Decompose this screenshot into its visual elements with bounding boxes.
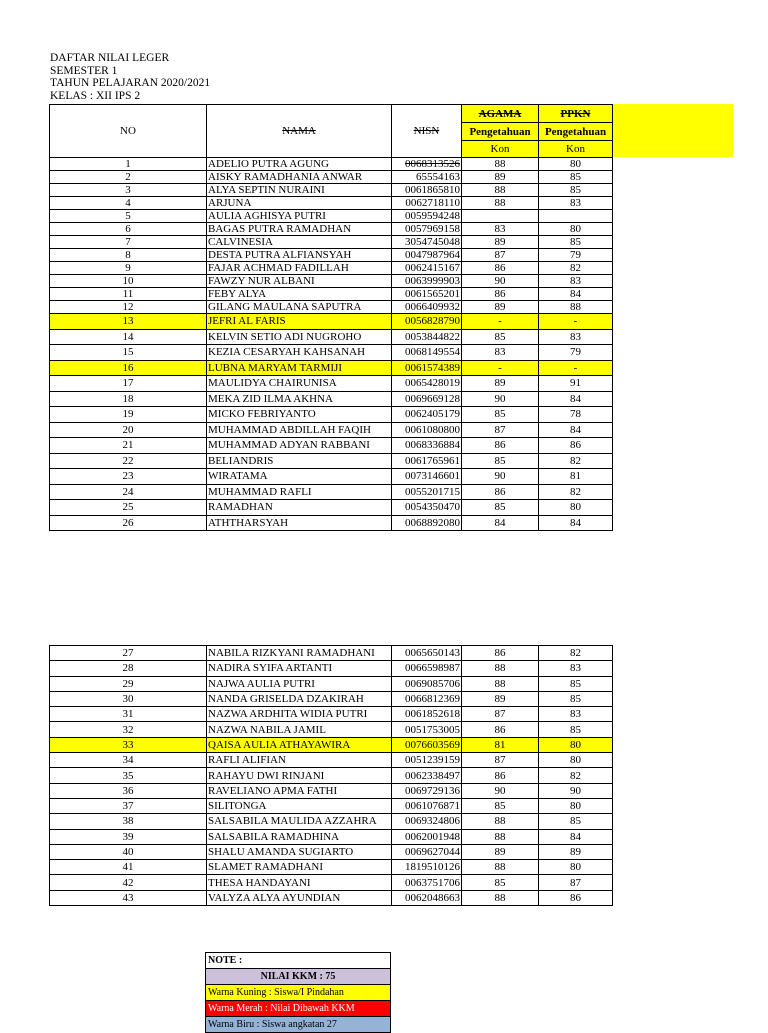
row-name-cell: AISKY RAMADHANIA ANWAR [207, 171, 392, 184]
row-nisn-cell: 0069669128 [392, 391, 462, 407]
table-row [50, 768, 613, 783]
row-no-cell: 43 [50, 890, 207, 905]
row-no-cell: 28 [50, 661, 207, 676]
row-agama-cell: 86 [462, 288, 539, 301]
row-nisn-cell: 0061852618 [392, 707, 462, 722]
row-nisn-cell: 0068892080 [392, 515, 462, 531]
row-nisn-cell: 0057969158 [392, 223, 462, 236]
row-ppkn-cell: 82 [539, 262, 613, 275]
row-nisn-cell: 0068149554 [392, 345, 462, 361]
row-name-cell: ATHTHARSYAH [207, 515, 392, 531]
row-no-cell: 29 [50, 676, 207, 691]
row-nisn-cell: 0061565201 [392, 288, 462, 301]
table-row [50, 646, 613, 661]
row-agama-cell: 86 [462, 768, 539, 783]
row-no-cell: 38 [50, 814, 207, 829]
row-ppkn-cell: 78 [539, 407, 613, 423]
row-agama-cell: 89 [462, 171, 539, 184]
table-row [50, 376, 613, 392]
table-row [50, 197, 613, 210]
row-no-cell: 36 [50, 783, 207, 798]
agama-subheader-kon: Kon [462, 141, 539, 158]
row-agama-cell: 87 [462, 753, 539, 768]
table-row [50, 798, 613, 813]
row-ppkn-cell: 79 [539, 249, 613, 262]
col-header-nama: NAMA [207, 105, 392, 158]
row-ppkn-cell: 84 [539, 288, 613, 301]
row-name-cell: FAJAR ACHMAD FADILLAH [207, 262, 392, 275]
row-name-cell: THESA HANDAYANI [207, 875, 392, 890]
row-nisn-cell: 0054350470 [392, 500, 462, 516]
row-ppkn-cell: 84 [539, 391, 613, 407]
row-name-cell: FEBY ALYA [207, 288, 392, 301]
row-agama-cell: 88 [462, 197, 539, 210]
row-agama-cell: 90 [462, 469, 539, 485]
row-nisn-cell: 0065428019 [392, 376, 462, 392]
row-nisn-cell: 65554163 [392, 171, 462, 184]
row-ppkn-cell: 82 [539, 453, 613, 469]
row-nisn-cell: 0062338497 [392, 768, 462, 783]
row-name-cell: KEZIA CESARYAH KAHSANAH [207, 345, 392, 361]
table-row [50, 275, 613, 288]
row-agama-cell: 89 [462, 691, 539, 706]
row-agama-cell: 87 [462, 707, 539, 722]
row-name-cell: QAISA AULIA ATHAYAWIRA [207, 737, 392, 752]
row-no-cell: 7 [50, 236, 207, 249]
row-ppkn-cell: - [539, 314, 613, 330]
row-nisn-cell: 0047987964 [392, 249, 462, 262]
row-ppkn-cell: 90 [539, 783, 613, 798]
row-agama-cell: 90 [462, 275, 539, 288]
row-agama-cell: 87 [462, 249, 539, 262]
row-no-cell: 20 [50, 422, 207, 438]
row-ppkn-cell: 80 [539, 158, 613, 171]
table-row [50, 783, 613, 798]
row-no-cell: 6 [50, 223, 207, 236]
row-name-cell: LUBNA MARYAM TARMIJI [207, 360, 392, 376]
row-agama-cell: 86 [462, 484, 539, 500]
row-ppkn-cell: 80 [539, 500, 613, 516]
row-agama-cell: 85 [462, 329, 539, 345]
academic-year-label: TAHUN PELAJARAN 2020/2021 [50, 77, 211, 89]
table-row [50, 829, 613, 844]
row-name-cell: MEKA ZID ILMA AKHNA [207, 391, 392, 407]
row-no-cell: 40 [50, 844, 207, 859]
row-nisn-cell: 0069324806 [392, 814, 462, 829]
row-ppkn-cell: 84 [539, 515, 613, 531]
note-legend [205, 952, 391, 1033]
row-nisn-cell: 0076603569 [392, 737, 462, 752]
row-agama-cell: 89 [462, 236, 539, 249]
row-ppkn-cell: 85 [539, 691, 613, 706]
row-nisn-cell: 0069627044 [392, 844, 462, 859]
row-name-cell: SLAMET RAMADHANI [207, 860, 392, 875]
table-row [50, 844, 613, 859]
row-nisn-cell: 0066812369 [392, 691, 462, 706]
row-name-cell: NADIRA SYIFA ARTANTI [207, 661, 392, 676]
row-agama-cell: 83 [462, 223, 539, 236]
row-no-cell: 1 [50, 158, 207, 171]
row-nisn-cell: 0068313526 [392, 158, 462, 171]
row-agama-cell: 88 [462, 661, 539, 676]
grades-table-part1 [49, 104, 613, 531]
row-name-cell: FAWZY NUR ALBANI [207, 275, 392, 288]
row-no-cell: 9 [50, 262, 207, 275]
row-agama-cell: 83 [462, 345, 539, 361]
table-row [50, 890, 613, 905]
row-ppkn-cell: 86 [539, 890, 613, 905]
row-name-cell: RAVELIANO APMA FATHI [207, 783, 392, 798]
row-no-cell: 37 [50, 798, 207, 813]
row-name-cell: NANDA GRISELDA DZAKIRAH [207, 691, 392, 706]
row-no-cell: 24 [50, 484, 207, 500]
table-row [50, 860, 613, 875]
grades-table-part2 [49, 645, 613, 906]
row-no-cell: 42 [50, 875, 207, 890]
row-name-cell: SHALU AMANDA SUGIARTO [207, 844, 392, 859]
table-row [50, 814, 613, 829]
note-red-legend: Warna Merah : Nilai Dibawah KKM [206, 1001, 391, 1017]
row-nisn-cell: 1819510126 [392, 860, 462, 875]
row-ppkn-cell: 83 [539, 707, 613, 722]
row-nisn-cell: 0051239159 [392, 753, 462, 768]
row-agama-cell: 85 [462, 500, 539, 516]
row-name-cell: BELIANDRIS [207, 453, 392, 469]
row-nisn-cell: 0061076871 [392, 798, 462, 813]
row-name-cell: DESTA PUTRA ALFIANSYAH [207, 249, 392, 262]
row-ppkn-cell: 79 [539, 345, 613, 361]
row-agama-cell: 86 [462, 646, 539, 661]
row-agama-cell: 86 [462, 262, 539, 275]
table-row [50, 691, 613, 706]
row-name-cell: MUHAMMAD RAFLI [207, 484, 392, 500]
col-header-nisn: NISN [392, 105, 462, 158]
row-name-cell: SILITONGA [207, 798, 392, 813]
row-agama-cell: 88 [462, 829, 539, 844]
table-row [50, 707, 613, 722]
row-nisn-cell: 0065650143 [392, 646, 462, 661]
row-no-cell: 39 [50, 829, 207, 844]
row-no-cell: 33 [50, 737, 207, 752]
row-no-cell: 5 [50, 210, 207, 223]
table-row [50, 722, 613, 737]
row-no-cell: 34 [50, 753, 207, 768]
row-nisn-cell: 0053844822 [392, 329, 462, 345]
row-name-cell: ALYA SEPTIN NURAINI [207, 184, 392, 197]
row-nisn-cell: 0063751706 [392, 875, 462, 890]
row-no-cell: 25 [50, 500, 207, 516]
row-nisn-cell: 0056828790 [392, 314, 462, 330]
table-row [50, 171, 613, 184]
row-nisn-cell: 0062405179 [392, 407, 462, 423]
ppkn-subheader-kon: Kon [539, 141, 613, 158]
table-row [50, 288, 613, 301]
row-no-cell: 17 [50, 376, 207, 392]
row-name-cell: WIRATAMA [207, 469, 392, 485]
row-nisn-cell: 0059594248 [392, 210, 462, 223]
row-agama-cell: 88 [462, 860, 539, 875]
table-row [50, 391, 613, 407]
row-no-cell: 14 [50, 329, 207, 345]
row-name-cell: CALVINESIA [207, 236, 392, 249]
row-agama-cell: 88 [462, 814, 539, 829]
col-header-no: NO [50, 105, 207, 158]
col-header-agama: AGAMA [462, 105, 539, 123]
row-no-cell: 30 [50, 691, 207, 706]
row-name-cell: JEFRI AL FARIS [207, 314, 392, 330]
row-name-cell: KELVIN SETIO ADI NUGROHO [207, 329, 392, 345]
row-no-cell: 19 [50, 407, 207, 423]
row-no-cell: 3 [50, 184, 207, 197]
row-nisn-cell: 0062048663 [392, 890, 462, 905]
row-nisn-cell: 0062415167 [392, 262, 462, 275]
row-name-cell: AULIA AGHISYA PUTRI [207, 210, 392, 223]
note-blue-legend: Warna Biru : Siswa angkatan 27 [206, 1017, 391, 1033]
row-nisn-cell: 0069085706 [392, 676, 462, 691]
row-agama-cell: 85 [462, 798, 539, 813]
row-name-cell: VALYZA ALYA AYUNDIAN [207, 890, 392, 905]
class-label: KELAS : XII IPS 2 [50, 89, 141, 102]
row-ppkn-cell: 86 [539, 438, 613, 454]
row-agama-cell: - [462, 314, 539, 330]
row-no-cell: 18 [50, 391, 207, 407]
row-agama-cell: 90 [462, 391, 539, 407]
table-row [50, 236, 613, 249]
row-agama-cell: - [462, 360, 539, 376]
row-no-cell: 12 [50, 301, 207, 314]
row-nisn-cell: 0073146601 [392, 469, 462, 485]
row-no-cell: 32 [50, 722, 207, 737]
table-row [50, 360, 613, 376]
row-ppkn-cell: 83 [539, 661, 613, 676]
table-row [50, 314, 613, 330]
row-name-cell: ARJUNA [207, 197, 392, 210]
table-row [50, 453, 613, 469]
row-nisn-cell: 0061765961 [392, 453, 462, 469]
table-row [50, 210, 613, 223]
row-no-cell: 11 [50, 288, 207, 301]
row-agama-cell: 85 [462, 407, 539, 423]
row-ppkn-cell: 83 [539, 329, 613, 345]
row-ppkn-cell: 85 [539, 184, 613, 197]
row-name-cell: NAZWA NABILA JAMIL [207, 722, 392, 737]
row-name-cell: RAHAYU DWI RINJANI [207, 768, 392, 783]
row-ppkn-cell: 85 [539, 236, 613, 249]
row-agama-cell: 86 [462, 438, 539, 454]
table-row [50, 753, 613, 768]
row-ppkn-cell: 83 [539, 197, 613, 210]
table-row [50, 329, 613, 345]
row-agama-cell: 85 [462, 453, 539, 469]
document-header [50, 52, 210, 102]
table-row [50, 249, 613, 262]
row-nisn-cell: 0062718110 [392, 197, 462, 210]
row-ppkn-cell: 87 [539, 875, 613, 890]
row-no-cell: 15 [50, 345, 207, 361]
row-name-cell: MUHAMMAD ADYAN RABBANI [207, 438, 392, 454]
row-ppkn-cell: - [539, 360, 613, 376]
row-no-cell: 31 [50, 707, 207, 722]
note-kkm: NILAI KKM : 75 [206, 969, 391, 985]
row-name-cell: GILANG MAULANA SAPUTRA [207, 301, 392, 314]
row-agama-cell [462, 210, 539, 223]
row-nisn-cell: 3054745048 [392, 236, 462, 249]
row-ppkn-cell: 88 [539, 301, 613, 314]
table-row [50, 407, 613, 423]
row-ppkn-cell: 82 [539, 484, 613, 500]
table-row [50, 500, 613, 516]
row-ppkn-cell: 80 [539, 223, 613, 236]
table-row [50, 422, 613, 438]
row-agama-cell: 90 [462, 783, 539, 798]
row-ppkn-cell: 81 [539, 469, 613, 485]
table-row [50, 345, 613, 361]
row-name-cell: SALSABILA MAULIDA AZZAHRA [207, 814, 392, 829]
ppkn-subheader-pengetahuan: Pengetahuan [539, 123, 613, 141]
row-agama-cell: 88 [462, 184, 539, 197]
row-agama-cell: 89 [462, 376, 539, 392]
row-name-cell: BAGAS PUTRA RAMADHAN [207, 223, 392, 236]
table-row [50, 484, 613, 500]
row-nisn-cell: 0062001948 [392, 829, 462, 844]
note-title: NOTE : [206, 953, 391, 969]
row-agama-cell: 89 [462, 301, 539, 314]
row-ppkn-cell: 80 [539, 737, 613, 752]
row-name-cell: NAJWA AULIA PUTRI [207, 676, 392, 691]
doc-title: DAFTAR NILAI LEGER [50, 52, 170, 64]
note-yellow-legend: Warna Kuning : Siswa/I Pindahan [206, 985, 391, 1001]
row-ppkn-cell: 89 [539, 844, 613, 859]
agama-subheader-pengetahuan: Pengetahuan [462, 123, 539, 141]
row-agama-cell: 88 [462, 890, 539, 905]
row-ppkn-cell: 83 [539, 275, 613, 288]
row-no-cell: 2 [50, 171, 207, 184]
table-row [50, 737, 613, 752]
row-nisn-cell: 0066598987 [392, 661, 462, 676]
row-ppkn-cell: 82 [539, 646, 613, 661]
semester-label: SEMESTER 1 [50, 64, 118, 77]
table-row [50, 676, 613, 691]
col-header-ppkn: PPKN [539, 105, 613, 123]
row-name-cell: RAMADHAN [207, 500, 392, 516]
row-no-cell: 21 [50, 438, 207, 454]
row-agama-cell: 89 [462, 844, 539, 859]
row-no-cell: 4 [50, 197, 207, 210]
row-ppkn-cell [539, 210, 613, 223]
table-row [50, 661, 613, 676]
table-row [50, 875, 613, 890]
row-nisn-cell: 0066409932 [392, 301, 462, 314]
row-no-cell: 35 [50, 768, 207, 783]
table-row [50, 469, 613, 485]
row-ppkn-cell: 84 [539, 422, 613, 438]
row-agama-cell: 85 [462, 875, 539, 890]
row-name-cell: MUHAMMAD ABDILLAH FAQIH [207, 422, 392, 438]
row-nisn-cell: 0068336884 [392, 438, 462, 454]
row-no-cell: 41 [50, 860, 207, 875]
row-no-cell: 26 [50, 515, 207, 531]
row-no-cell: 16 [50, 360, 207, 376]
row-agama-cell: 84 [462, 515, 539, 531]
row-no-cell: 27 [50, 646, 207, 661]
row-name-cell: RAFLI ALIFIAN [207, 753, 392, 768]
table-row [50, 223, 613, 236]
row-nisn-cell: 0061574389 [392, 360, 462, 376]
table-row [50, 184, 613, 197]
row-ppkn-cell: 80 [539, 798, 613, 813]
row-ppkn-cell: 91 [539, 376, 613, 392]
row-ppkn-cell: 85 [539, 676, 613, 691]
row-name-cell: MICKO FEBRIYANTO [207, 407, 392, 423]
row-nisn-cell: 0063999903 [392, 275, 462, 288]
row-name-cell: MAULIDYA CHAIRUNISA [207, 376, 392, 392]
row-ppkn-cell: 85 [539, 814, 613, 829]
row-name-cell: SALSABILA RAMADHINA [207, 829, 392, 844]
row-nisn-cell: 0069729136 [392, 783, 462, 798]
row-nisn-cell: 0055201715 [392, 484, 462, 500]
row-name-cell: NABILA RIZKYANI RAMADHANI [207, 646, 392, 661]
row-no-cell: 8 [50, 249, 207, 262]
row-agama-cell: 81 [462, 737, 539, 752]
row-agama-cell: 88 [462, 676, 539, 691]
row-agama-cell: 88 [462, 158, 539, 171]
row-no-cell: 22 [50, 453, 207, 469]
row-no-cell: 23 [50, 469, 207, 485]
row-nisn-cell: 0061865810 [392, 184, 462, 197]
row-name-cell: ADELIO PUTRA AGUNG [207, 158, 392, 171]
row-ppkn-cell: 82 [539, 768, 613, 783]
row-ppkn-cell: 85 [539, 722, 613, 737]
row-ppkn-cell: 80 [539, 753, 613, 768]
table-row [50, 301, 613, 314]
row-name-cell: NAZWA ARDHITA WIDIA PUTRI [207, 707, 392, 722]
row-agama-cell: 87 [462, 422, 539, 438]
row-nisn-cell: 0061080800 [392, 422, 462, 438]
row-ppkn-cell: 85 [539, 171, 613, 184]
table-row [50, 262, 613, 275]
row-nisn-cell: 0051753005 [392, 722, 462, 737]
row-ppkn-cell: 80 [539, 860, 613, 875]
table-row [50, 438, 613, 454]
row-ppkn-cell: 84 [539, 829, 613, 844]
row-agama-cell: 86 [462, 722, 539, 737]
row-no-cell: 13 [50, 314, 207, 330]
row-no-cell: 10 [50, 275, 207, 288]
table-row [50, 515, 613, 531]
table-row [50, 158, 613, 171]
